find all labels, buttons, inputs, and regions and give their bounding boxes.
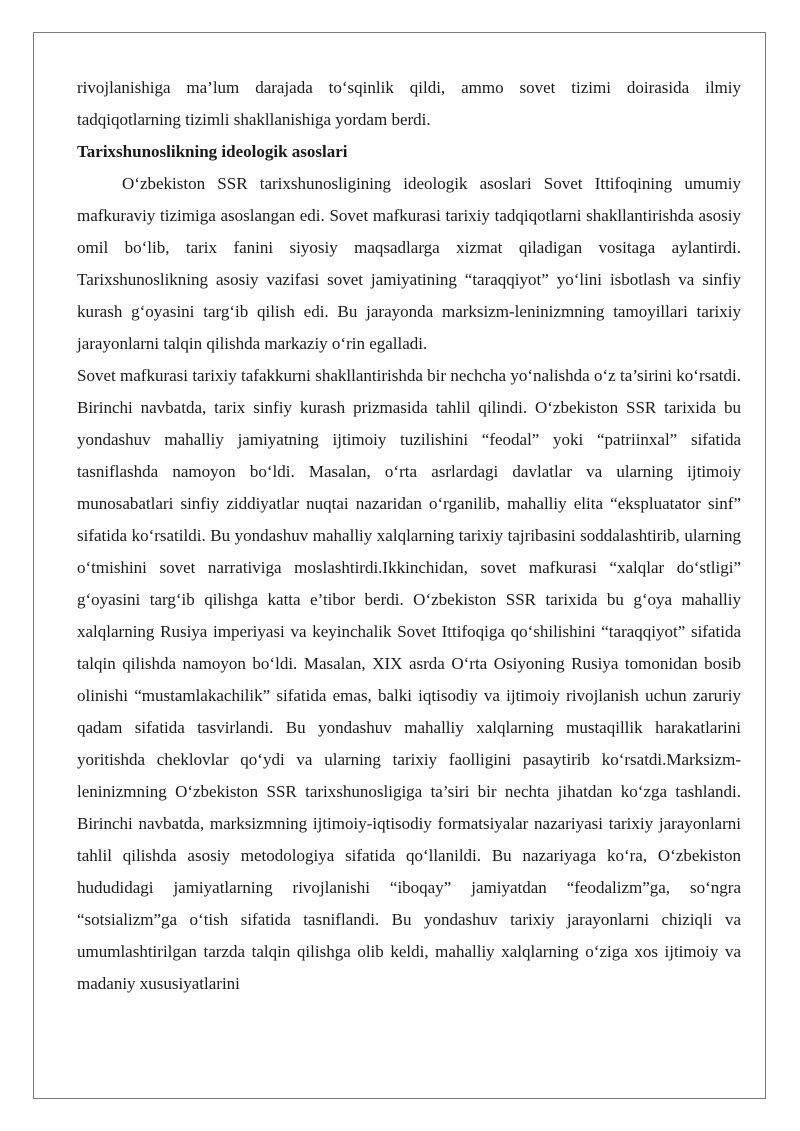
document-body: [77, 72, 741, 1000]
section-heading: Tarixshunoslikning ideologik asoslari: [77, 142, 348, 161]
paragraph-continuation: rivojlanishiga ma’lum darajada to‘sqinlik qildi, ammo sovet tizimi doirasida ilmiy tadqiqotlarning tizimli shakllanishiga yordam berdi.: [77, 78, 741, 129]
paragraph-soviet-ideology: Sovet mafkurasi tarixiy tafakkurni shakllantirishda bir nechcha yo‘nalishda o‘z ta’sirini ko‘rsatdi. Birinchi navbatda, tarix sinfiy kurash prizmasida tahlil qilindi. O‘zbekiston SSR tarixida bu yondashuv mahalliy jamiyatning ijtimoiy tuzilishini “feodal” yoki “patriinxal” sifatida tasniflashda namoyon bo‘ldi. Masalan, o‘rta asrlardagi davlatlar va ularning ijtimoiy munosabatlari sinfiy ziddiyatlar nuqtai nazaridan o‘rganilib, mahalliy elita “ekspluatator sinf” sifatida ko‘rsatildi. Bu yondashuv mahalliy xalqlarning tarixiy tajribasini soddalashtirib, ularning o‘tmishini sovet narrativiga moslashtirdi.Ikkinchidan, sovet mafkurasi “xalqlar do‘stligi” g‘oyasini targ‘ib qilishga katta e’tibor berdi. O‘zbekiston SSR tarixida bu g‘oya mahalliy xalqlarning Rusiya imperiyasi va keyinchalik Sovet Ittifoqiga qo‘shilishini “taraqqiyot” sifatida talqin qilishda namoyon bo‘ldi. Masalan, XIX asrda O‘rta Osiyoning Rusiya tomonidan bosib olinishi “mustamlakachilik” sifatida emas, balki iqtisodiy va ijtimoiy rivojlanish uchun zaruriy qadam sifatida tasvirlandi. Bu yondashuv mahalliy xalqlarning mustaqillik harakatlarini yoritishda cheklovlar qo‘ydi va ularning tarixiy faolligini pasaytirib ko‘rsatdi.Marksizm-leninizmning O‘zbekiston SSR tarixshunosligiga ta’siri bir nechta jihatdan ko‘zga tashlandi. Birinchi navbatda, marksizmning ijtimoiy-iqtisodiy formatsiyalar nazariyasi tarixiy jarayonlarni tahlil qilishda asosiy metodologiya sifatida qo‘llanildi. Bu nazariyaga ko‘ra, O‘zbekiston hududidagi jamiyatlarning rivojlanishi “iboqay” jamiyatdan “feodalizm”ga, so‘ngra “sotsializm”ga o‘tish sifatida tasniflandi. Bu yondashuv tarixiy jarayonlarni chiziqli va umumlashtirilgan tarzda talqin qilishga olib keldi, mahalliy xalqlarning o‘ziga xos ijtimoiy va madaniy xususiyatlarini: [77, 366, 741, 993]
paragraph-ideological-foundations: O‘zbekiston SSR tarixshunosligining ideologik asoslari Sovet Ittifoqining umumiy mafkuraviy tizimiga asoslangan edi. Sovet mafkurasi tarixiy tadqiqotlarni shakllantirishda asosiy omil bo‘lib, tarix fanini siyosiy maqsadlarga xizmat qiladigan vositaga aylantirdi. Tarixshunoslikning asosiy vazifasi sovet jamiyatining “taraqqiyot” yo‘lini isbotlash va sinfiy kurash g‘oyasini targ‘ib qilish edi. Bu jarayonda marksizm-leninizmning tamoyillari tarixiy jarayonlarni talqin qilishda markaziy o‘rin egalladi.: [77, 174, 741, 353]
